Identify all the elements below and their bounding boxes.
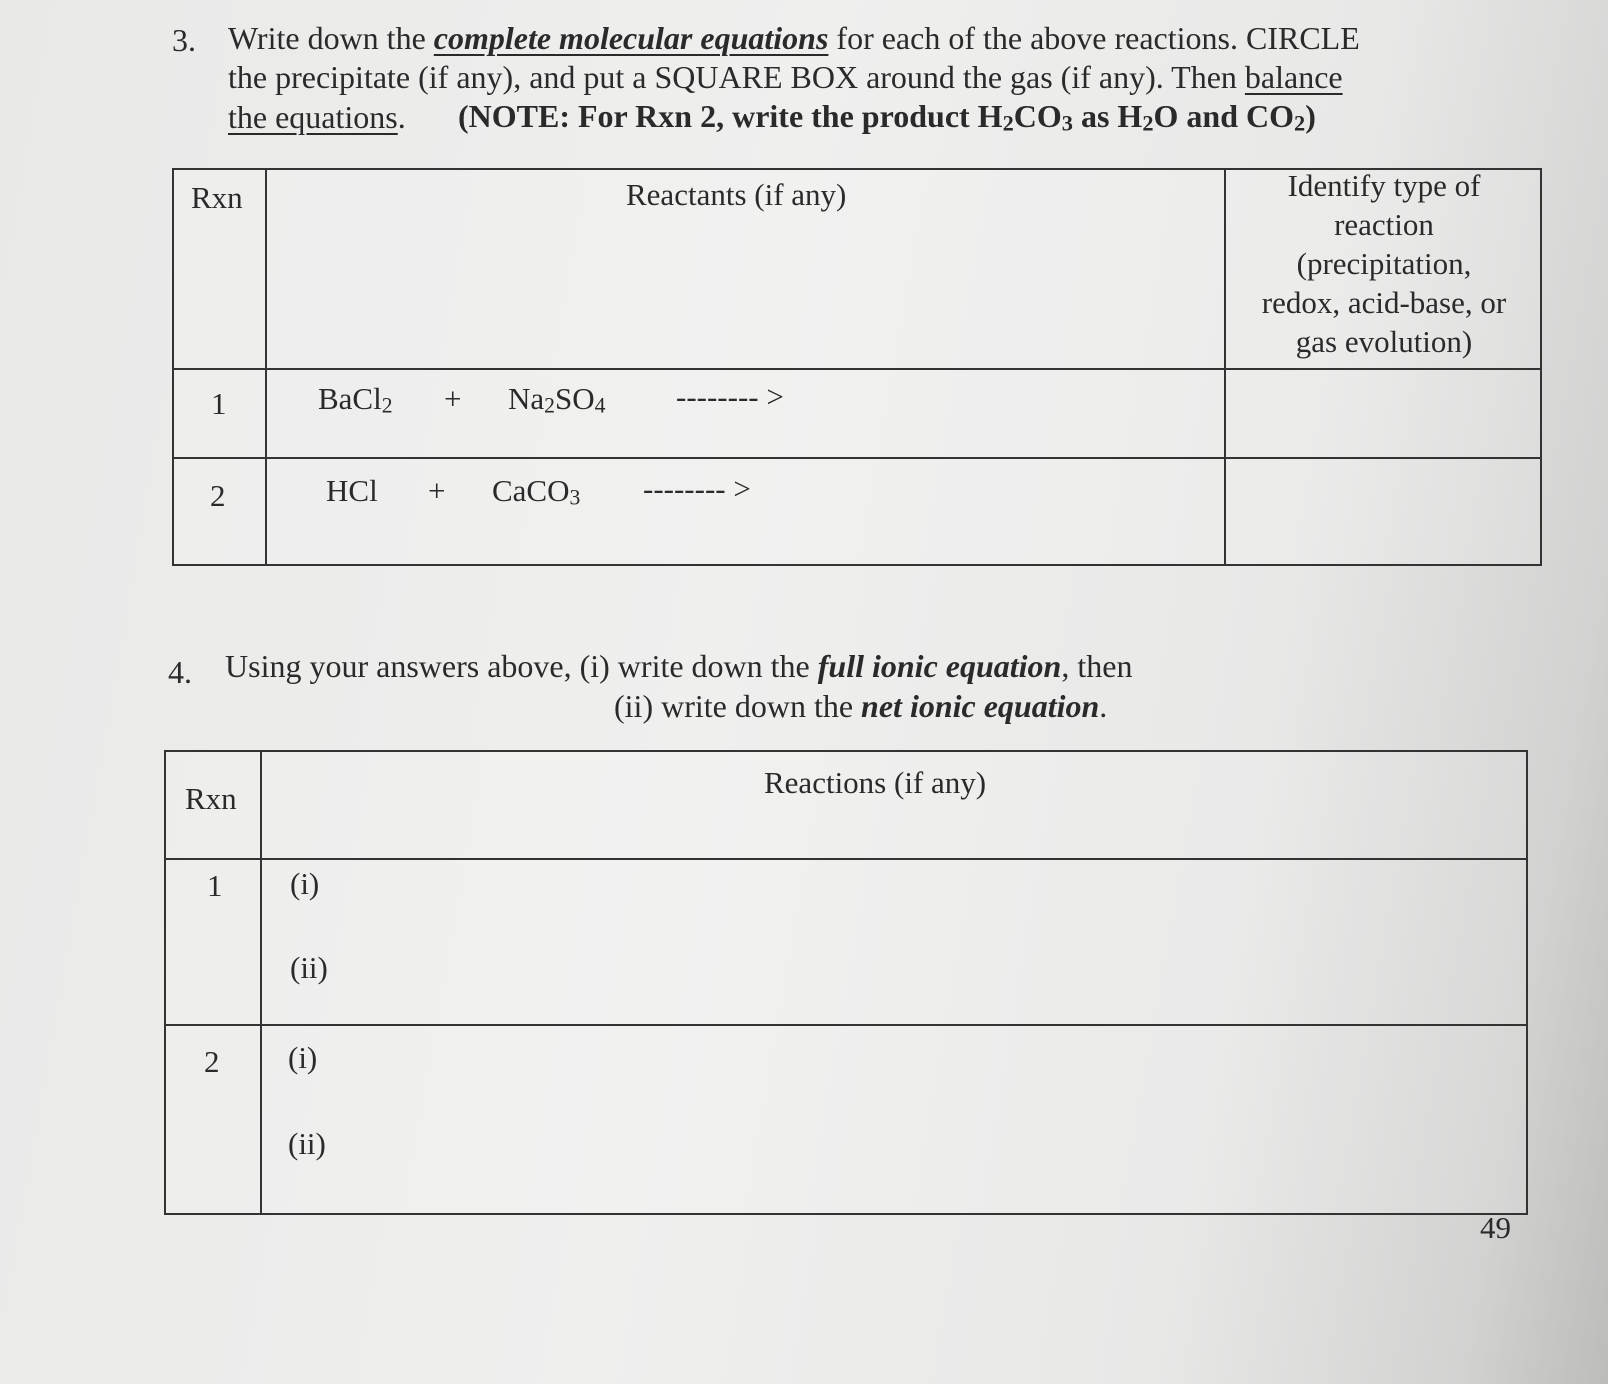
q4-line1 <box>225 646 1132 686</box>
q3-emphasis: complete molecular equations <box>433 20 829 56</box>
formula-sub: 2 <box>544 393 555 418</box>
row2-arrow: -------- > <box>643 471 751 506</box>
table1-row1-number: 1 <box>211 386 227 421</box>
note-sub: 2 <box>1294 110 1306 136</box>
note-text: O and CO <box>1153 98 1294 134</box>
formula: HCl <box>326 473 378 508</box>
q3-line1-tail: for each of the above reactions. CIRCLE <box>828 20 1360 56</box>
table1-header-rxn: Rxn <box>191 180 243 215</box>
q3-line2 <box>228 57 1343 97</box>
q3-balance-word: balance <box>1244 59 1343 95</box>
table1-header-type <box>1226 166 1542 361</box>
row2-full-ionic-label: (i) <box>288 1040 318 1075</box>
type-header-line: Identify type of <box>1287 168 1481 203</box>
note-sub: 2 <box>1002 110 1014 136</box>
q3-line2-text: the precipitate (if any), and put a SQUARE BOX around the gas (if any). Then <box>228 59 1245 95</box>
table1-divider <box>172 457 1542 459</box>
table1-divider <box>172 368 1542 370</box>
type-header-line: gas evolution) <box>1295 324 1473 359</box>
q4-emphasis-full: full ionic equation <box>817 648 1062 684</box>
q4-line2 <box>614 686 1107 726</box>
table1-row2-number: 2 <box>210 478 226 513</box>
note-text: ) <box>1305 98 1316 134</box>
formula: Na <box>508 381 545 416</box>
row1-reactant2 <box>508 381 605 417</box>
q3-period: . <box>397 99 406 135</box>
table2-header-reactions: Reactions (if any) <box>764 765 987 800</box>
table2-row2-number: 2 <box>204 1044 220 1079</box>
page-number: 49 <box>1480 1210 1511 1245</box>
q4-line1-tail: , then <box>1061 648 1133 684</box>
row1-plus: + <box>444 381 462 416</box>
row2-net-ionic-label: (ii) <box>288 1126 326 1161</box>
table2-row1-number: 1 <box>207 868 223 903</box>
table2-divider <box>164 1024 1528 1026</box>
row1-full-ionic-label: (i) <box>290 866 320 901</box>
q3-line3 <box>228 97 406 137</box>
note-sub: 2 <box>1142 110 1154 136</box>
formula: SO <box>555 381 595 416</box>
formula-sub: 3 <box>569 485 581 510</box>
q4-emphasis-net: net ionic equation <box>861 688 1100 724</box>
reactions-table <box>164 750 1528 1215</box>
type-header-line: (precipitation, <box>1296 246 1472 281</box>
q3-equations-word: the equations <box>228 99 398 135</box>
formula-sub: 4 <box>594 393 606 418</box>
type-header-line: redox, acid-base, or <box>1261 285 1507 320</box>
row2-reactant2 <box>492 473 580 509</box>
q4-line2-tail: . <box>1099 688 1108 724</box>
note-text: as H <box>1072 98 1143 134</box>
formula: BaCl <box>318 381 382 416</box>
table1-header-reactants: Reactants (if any) <box>626 177 847 212</box>
row1-net-ionic-label: (ii) <box>290 950 328 985</box>
table1-divider <box>265 168 267 566</box>
q3-line1-text: Write down the <box>228 20 434 56</box>
type-header-line: reaction <box>1334 207 1434 242</box>
row2-plus: + <box>428 473 446 508</box>
table2-divider <box>164 858 1528 860</box>
q4-line2-text: (ii) write down the <box>614 688 862 724</box>
note-text: (NOTE: For Rxn 2, write the product H <box>458 98 1003 134</box>
formula: CaCO <box>492 473 570 508</box>
note-text: CO <box>1013 98 1062 134</box>
table2-header-rxn: Rxn <box>185 781 237 816</box>
table2-divider <box>260 750 262 1215</box>
note-sub: 3 <box>1061 110 1073 136</box>
q4-number: 4. <box>168 654 192 690</box>
q3-line1 <box>228 18 1360 58</box>
row1-reactant1 <box>318 381 393 417</box>
row1-arrow: -------- > <box>676 379 784 414</box>
row2-reactant1 <box>326 473 378 509</box>
q3-note <box>458 96 1316 136</box>
q3-number: 3. <box>172 22 196 58</box>
formula-sub: 2 <box>381 393 393 418</box>
q4-line1-text: Using your answers above, (i) write down the <box>225 648 818 684</box>
